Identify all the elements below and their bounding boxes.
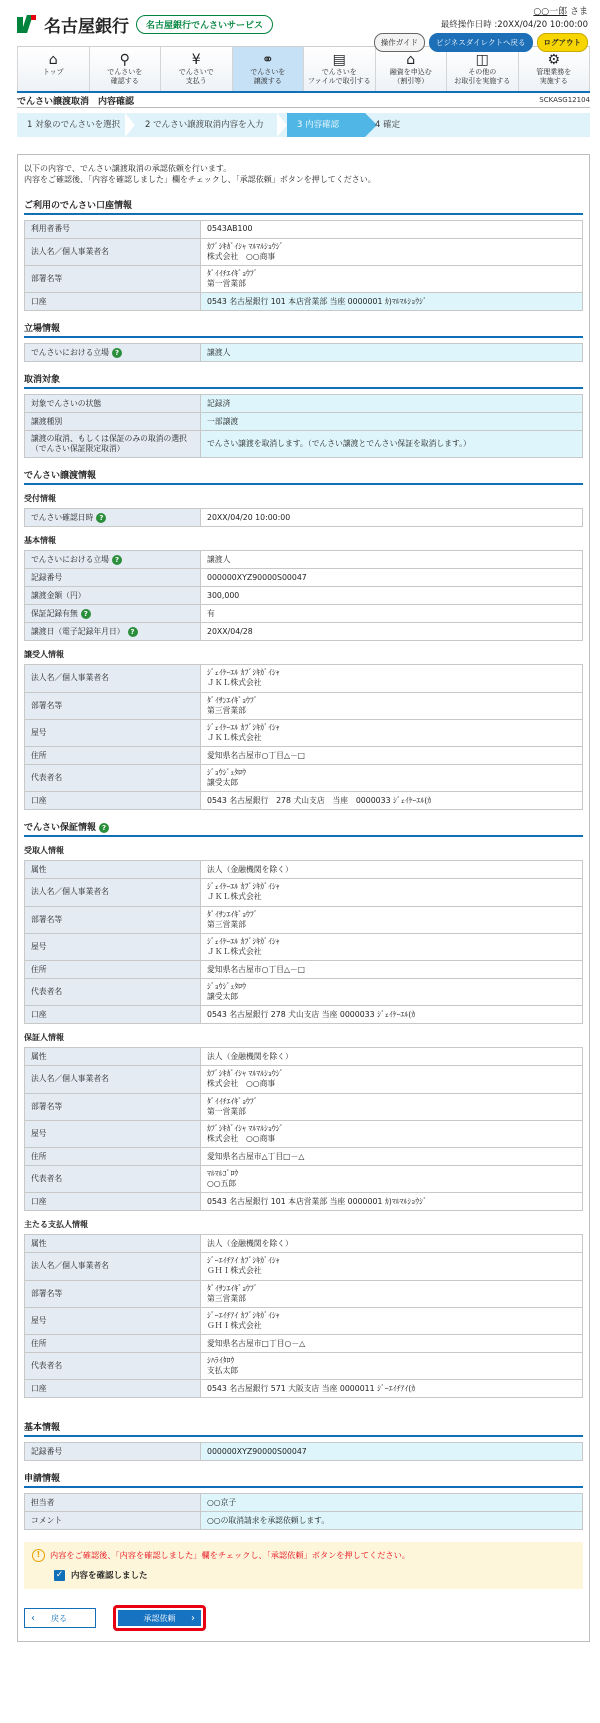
table-row xyxy=(25,665,583,692)
receiver-table xyxy=(24,860,583,1024)
bank-logo-icon xyxy=(17,15,37,35)
nav-item-top[interactable] xyxy=(17,47,90,91)
business-direct-button[interactable]: ビジネスダイレクトへ戻る xyxy=(429,33,532,52)
nav-label: でんさいを ファイルで取引する xyxy=(307,68,371,85)
nav-label: でんさいを 譲渡する xyxy=(250,68,286,85)
screen-id: SCKASG12104 xyxy=(539,96,590,104)
row-label: 住所 xyxy=(25,747,201,765)
row-label xyxy=(25,551,201,569)
sub-heading: 保証人情報 xyxy=(24,1033,64,1043)
table-row xyxy=(25,509,583,527)
confirm-warning xyxy=(32,1549,575,1562)
guarantor-table xyxy=(24,1047,583,1211)
exclamation-icon: ! xyxy=(32,1549,45,1562)
row-label: 口座 xyxy=(25,1006,201,1024)
row-label: 住所 xyxy=(25,1148,201,1166)
confirm-warning-text: 内容をご確認後、「内容を確認しました」欄をチェックし、「承認依頼」ボタンを押してください。 xyxy=(50,1550,410,1561)
transferee-table xyxy=(24,664,583,810)
row-value: 0543 名古屋銀行 278 犬山支店 当座 0000033 ｼﾞｪｲｹｰｴﾙ(ｶ xyxy=(201,1006,583,1024)
section-heading: でんさい譲渡情報 xyxy=(24,468,583,485)
row-label: 譲渡種別 xyxy=(25,413,201,431)
row-value: 譲渡人 xyxy=(201,551,583,569)
row-value: 0543AB100 xyxy=(201,220,583,238)
page-title: でんさい譲渡取消 内容確認 xyxy=(17,96,135,107)
nav-item-file[interactable] xyxy=(304,47,376,91)
row-label: 屋号 xyxy=(25,1120,201,1147)
row-value: ｼﾞｪｲｹｰｴﾙ ｶﾌﾞｼｷｶﾞｲｼｬ ＪＫＬ株式会社 xyxy=(201,933,583,960)
help-icon[interactable]: ? xyxy=(99,823,109,833)
row-value: ｼﾊﾗｲﾀﾛｳ 支払太郎 xyxy=(201,1353,583,1380)
row-label: 部署名等 xyxy=(25,1280,201,1307)
row-value: ｼﾞｰｴｲﾁｱｲ ｶﾌﾞｼｷｶﾞｲｼｬ ＧＨＩ株式会社 xyxy=(201,1307,583,1334)
row-value: 0543 名古屋銀行 101 本店営業部 当座 0000001 ｶ)ﾏﾙﾏﾙｼｮｳｼﾞ xyxy=(201,293,583,311)
row-label: 口座 xyxy=(25,1193,201,1211)
row-value: 300,000 xyxy=(201,587,583,605)
transfer-basic-table xyxy=(24,550,583,641)
chevron-left-icon: ‹ xyxy=(31,1612,35,1624)
help-icon[interactable]: ? xyxy=(128,627,138,637)
table-row xyxy=(25,861,583,879)
row-value: 000000XYZ90000S00047 xyxy=(201,1443,583,1461)
account-info-table xyxy=(24,220,583,312)
row-label: 法人名／個人事業者名 xyxy=(25,1066,201,1093)
table-row xyxy=(25,719,583,746)
cancel-target-table xyxy=(24,394,583,458)
table-row xyxy=(25,569,583,587)
table-row xyxy=(25,293,583,311)
table-row xyxy=(25,605,583,623)
row-label: 属性 xyxy=(25,1235,201,1253)
basic-info-table xyxy=(24,1442,583,1461)
table-row xyxy=(25,344,583,362)
table-row xyxy=(25,792,583,810)
row-label: 住所 xyxy=(25,961,201,979)
row-value: 記録済 xyxy=(201,395,583,413)
row-label: 記録番号 xyxy=(25,1443,201,1461)
nav-item-loan[interactable] xyxy=(376,47,448,91)
row-value: 愛知県名古屋市□丁目○－△ xyxy=(201,1335,583,1353)
table-row xyxy=(25,431,583,458)
table-row xyxy=(25,979,583,1006)
chevron-right-icon: › xyxy=(191,1612,195,1624)
step-indicator xyxy=(17,113,590,137)
row-value: でんさい譲渡を取消します。（でんさい譲渡とでんさい保証を取消します。） xyxy=(201,431,583,458)
nav-item-admin[interactable] xyxy=(519,47,591,91)
row-label-text: でんさいにおける立場 xyxy=(31,554,109,564)
apply-button-highlight xyxy=(113,1605,206,1631)
table-row xyxy=(25,1353,583,1380)
table-row xyxy=(25,1307,583,1334)
row-label-text: でんさい確認日時 xyxy=(31,512,94,522)
button-row xyxy=(24,1605,583,1631)
user-name-line xyxy=(374,4,588,17)
table-row xyxy=(25,220,583,238)
bank-name: 名古屋銀行 xyxy=(44,17,129,37)
row-value: 0543 名古屋銀行 278 犬山支店 当座 0000033 ｼﾞｪｲｹｰｴﾙ(ｶ xyxy=(201,792,583,810)
help-icon[interactable]: ? xyxy=(96,513,106,523)
nav-item-pay[interactable] xyxy=(161,47,233,91)
row-value: ｼﾞｪｲｹｰｴﾙ ｶﾌﾞｼｷｶﾞｲｼｬ ＪＫＬ株式会社 xyxy=(201,719,583,746)
approval-request-label: 承認依頼 xyxy=(143,1613,176,1623)
section-heading-guarantee xyxy=(24,820,583,837)
table-row xyxy=(25,1120,583,1147)
row-label: コメント xyxy=(25,1512,201,1530)
row-label: 屋号 xyxy=(25,1307,201,1334)
section-heading: 基本情報 xyxy=(24,1420,583,1437)
row-label: 記録番号 xyxy=(25,569,201,587)
table-row xyxy=(25,692,583,719)
table-row xyxy=(25,906,583,933)
table-row xyxy=(25,1443,583,1461)
sub-heading: 主たる支払人情報 xyxy=(24,1220,88,1230)
bank-icon: ⌂ xyxy=(406,52,416,68)
table-row xyxy=(25,413,583,431)
approval-request-button[interactable] xyxy=(118,1610,201,1626)
row-value: 20XX/04/28 xyxy=(201,623,583,641)
nav-label: 管理業務を 実施する xyxy=(536,68,572,85)
row-value: ﾀﾞｲｻﾝｴｲｷﾞｮｳﾌﾞ 第三営業部 xyxy=(201,1280,583,1307)
row-label: 代表者名 xyxy=(25,1353,201,1380)
table-row xyxy=(25,1048,583,1066)
help-icon[interactable]: ? xyxy=(81,609,91,619)
user-honorific: さま xyxy=(567,7,588,17)
bank-logo[interactable] xyxy=(17,12,129,37)
step-3-current: 3 内容確認 xyxy=(287,113,365,137)
admin-icon: ⚙ xyxy=(547,52,561,68)
row-label: 代表者名 xyxy=(25,1166,201,1193)
table-row xyxy=(25,1335,583,1353)
nav-label: でんさいで 支払う xyxy=(178,68,214,85)
row-label: 部署名等 xyxy=(25,265,201,292)
row-value: 法人（金融機関を除く） xyxy=(201,1235,583,1253)
row-label-text: でんさいにおける立場 xyxy=(31,347,109,357)
table-row xyxy=(25,1166,583,1193)
confirm-checkbox-row[interactable] xyxy=(54,1569,575,1581)
table-row xyxy=(25,1066,583,1093)
confirm-box xyxy=(24,1542,583,1589)
step-1: 1 対象のでんさいを選択 xyxy=(17,113,135,137)
step-2: 2 でんさい譲渡取消内容を入力 xyxy=(135,113,287,137)
nav-label: 融資を申込む （割引等） xyxy=(389,68,432,85)
header-buttons xyxy=(374,33,588,52)
nav-label: トップ xyxy=(42,68,64,76)
user-area xyxy=(374,4,588,52)
row-label: 部署名等 xyxy=(25,906,201,933)
transfer-users-icon: ⚭ xyxy=(261,52,274,68)
row-value: 一部譲渡 xyxy=(201,413,583,431)
row-value: ｶﾌﾞｼｷｶﾞｲｼｬ ﾏﾙﾏﾙｼｮｳｼﾞ 株式会社 ○○商事 xyxy=(201,1066,583,1093)
row-label: 譲渡の取消、もしくは保証のみの取消の選択（でんさい保証限定取消） xyxy=(25,431,201,458)
nav-label: でんさいを 確認する xyxy=(107,68,143,85)
row-value: ｼﾞｪｲｹｰｴﾙ ｶﾌﾞｼｷｶﾞｲｼｬ ＪＫＬ株式会社 xyxy=(201,879,583,906)
sub-heading: 受付情報 xyxy=(24,494,56,504)
section-heading: 立場情報 xyxy=(24,321,583,338)
row-value: 法人（金融機関を除く） xyxy=(201,861,583,879)
row-label: 利用者番号 xyxy=(25,220,201,238)
table-row xyxy=(25,1235,583,1253)
row-label: 口座 xyxy=(25,293,201,311)
table-row xyxy=(25,587,583,605)
back-button-label: 戻る xyxy=(51,1613,67,1623)
row-label: 法人名／個人事業者名 xyxy=(25,238,201,265)
row-value: ｶﾌﾞｼｷｶﾞｲｼｬ ﾏﾙﾏﾙｼｮｳｼﾞ 株式会社 ○○商事 xyxy=(201,1120,583,1147)
intro-text: 以下の内容で、でんさい譲渡取消の承認依頼を行います。 内容をご確認後、「内容を確認しました」欄をチェックし、「承認依頼」ボタンを押してください。 xyxy=(24,164,376,184)
search-icon: ⚲ xyxy=(119,52,130,68)
row-value: 譲渡人 xyxy=(201,344,583,362)
file-icon: ▤ xyxy=(332,52,346,68)
row-label: 部署名等 xyxy=(25,692,201,719)
row-value: ﾏﾙﾏﾙｺﾞﾛｳ ○○五郎 xyxy=(201,1166,583,1193)
row-value: ﾀﾞｲｻﾝｴｲｷﾞｮｳﾌﾞ 第三営業部 xyxy=(201,692,583,719)
nav-item-check[interactable] xyxy=(90,47,162,91)
row-value: 愛知県名古屋市○丁目△－□ xyxy=(201,961,583,979)
row-label: 代表者名 xyxy=(25,979,201,1006)
row-label: 担当者 xyxy=(25,1494,201,1512)
row-label: 譲渡金額（円） xyxy=(25,587,201,605)
nav-label: その他の お取引を実施する xyxy=(454,68,511,85)
table-row xyxy=(25,1512,583,1530)
row-value: ｼﾞｪｲｹｰｴﾙ ｶﾌﾞｼｷｶﾞｲｼｬ ＪＫＬ株式会社 xyxy=(201,665,583,692)
row-label-text: 保証記録有無 xyxy=(31,608,78,618)
home-icon: ⌂ xyxy=(48,52,58,68)
last-operation-time: 最終操作日時 :20XX/04/20 10:00:00 xyxy=(440,20,588,30)
application-table xyxy=(24,1493,583,1530)
section-heading: 取消対象 xyxy=(24,372,583,389)
back-button[interactable] xyxy=(24,1608,96,1628)
table-row xyxy=(25,765,583,792)
row-label: 屋号 xyxy=(25,719,201,746)
row-label: 法人名／個人事業者名 xyxy=(25,879,201,906)
table-row xyxy=(25,265,583,292)
row-value: 有 xyxy=(201,605,583,623)
table-row xyxy=(25,1093,583,1120)
nav-item-transfer[interactable] xyxy=(233,47,305,91)
row-value: 愛知県名古屋市○丁目△－□ xyxy=(201,747,583,765)
operation-guide-button[interactable]: 操作ガイド xyxy=(374,33,425,52)
sub-heading: 基本情報 xyxy=(24,536,56,546)
step-4: 4 確定 xyxy=(365,113,425,137)
row-value: ○○京子 xyxy=(201,1494,583,1512)
row-label: 住所 xyxy=(25,1335,201,1353)
position-table xyxy=(24,343,583,362)
table-row xyxy=(25,1006,583,1024)
row-label: 口座 xyxy=(25,792,201,810)
payment-icon: ¥ xyxy=(191,52,201,68)
row-value: 0543 名古屋銀行 101 本店営業部 当座 0000001 ｶ)ﾏﾙﾏﾙｼｮｳｼﾞ xyxy=(201,1193,583,1211)
service-name-badge: 名古屋銀行でんさいサービス xyxy=(136,15,273,34)
nav-item-other[interactable] xyxy=(447,47,519,91)
table-row xyxy=(25,1193,583,1211)
page-title-bar xyxy=(17,93,590,108)
global-nav xyxy=(17,46,590,93)
row-value: ｼﾞｮｳｼﾞｭﾀﾛｳ 譲受太郎 xyxy=(201,765,583,792)
table-row xyxy=(25,1280,583,1307)
logout-button[interactable]: ログアウト xyxy=(537,33,589,52)
table-row xyxy=(25,933,583,960)
row-value: ｼﾞｰｴｲﾁｱｲ ｶﾌﾞｼｷｶﾞｲｼｬ ＧＨＩ株式会社 xyxy=(201,1253,583,1280)
table-row xyxy=(25,961,583,979)
table-row xyxy=(25,879,583,906)
row-value: 0543 名古屋銀行 571 大阪支店 当座 0000011 ｼﾞｰｴｲﾁｱｲ(ｶ xyxy=(201,1380,583,1398)
row-label-text: 譲渡日（電子記録年月日） xyxy=(31,626,125,636)
row-value: ○○の取消請求を承認依頼します。 xyxy=(201,1512,583,1530)
table-row xyxy=(25,747,583,765)
table-row xyxy=(25,1148,583,1166)
table-row xyxy=(25,623,583,641)
row-label: 口座 xyxy=(25,1380,201,1398)
row-label: 法人名／個人事業者名 xyxy=(25,665,201,692)
row-value: ｼﾞｮｳｼﾞｭﾀﾛｳ 譲受太郎 xyxy=(201,979,583,1006)
confirm-checkbox[interactable]: ✓ xyxy=(55,1569,64,1580)
payer-table xyxy=(24,1234,583,1398)
table-row xyxy=(25,551,583,569)
row-value: 20XX/04/20 10:00:00 xyxy=(201,509,583,527)
row-value: ﾀﾞｲｲﾁｴｲｷﾞｮｳﾌﾞ 第一営業部 xyxy=(201,1093,583,1120)
main-panel xyxy=(17,154,590,1642)
row-label: 法人名／個人事業者名 xyxy=(25,1253,201,1280)
section-heading: 申請情報 xyxy=(24,1471,583,1488)
row-label xyxy=(25,344,201,362)
row-label: 屋号 xyxy=(25,933,201,960)
row-value: 愛知県名古屋市△丁目□－△ xyxy=(201,1148,583,1166)
row-label: 属性 xyxy=(25,861,201,879)
row-value: 法人（金融機関を除く） xyxy=(201,1048,583,1066)
table-row xyxy=(25,395,583,413)
confirm-checkbox-label[interactable]: 内容を確認しました xyxy=(71,1571,148,1582)
user-name-link[interactable]: ○○一郎 xyxy=(533,7,568,17)
help-icon[interactable]: ? xyxy=(112,348,122,358)
sub-heading: 受取人情報 xyxy=(24,846,64,856)
row-value: ﾀﾞｲｲﾁｴｲｷﾞｮｳﾌﾞ 第一営業部 xyxy=(201,265,583,292)
header xyxy=(0,0,600,46)
row-label: 対象でんさいの状態 xyxy=(25,395,201,413)
table-row xyxy=(25,1380,583,1398)
help-icon[interactable]: ? xyxy=(112,555,122,565)
table-row xyxy=(25,238,583,265)
row-label: 部署名等 xyxy=(25,1093,201,1120)
row-label xyxy=(25,605,201,623)
row-label xyxy=(25,509,201,527)
sub-heading: 譲受人情報 xyxy=(24,650,64,660)
etc-icon: ◫ xyxy=(475,52,489,68)
section-heading: ご利用のでんさい口座情報 xyxy=(24,198,583,215)
row-value: ﾀﾞｲｻﾝｴｲｷﾞｮｳﾌﾞ 第三営業部 xyxy=(201,906,583,933)
row-value: ｶﾌﾞｼｷｶﾞｲｼｬ ﾏﾙﾏﾙｼｮｳｼﾞ 株式会社 ○○商事 xyxy=(201,238,583,265)
row-label: 属性 xyxy=(25,1048,201,1066)
reception-table xyxy=(24,508,583,527)
section-heading-text: でんさい保証情報 xyxy=(24,823,97,834)
row-value: 000000XYZ90000S00047 xyxy=(201,569,583,587)
table-row xyxy=(25,1494,583,1512)
table-row xyxy=(25,1253,583,1280)
row-label: 代表者名 xyxy=(25,765,201,792)
row-label xyxy=(25,623,201,641)
